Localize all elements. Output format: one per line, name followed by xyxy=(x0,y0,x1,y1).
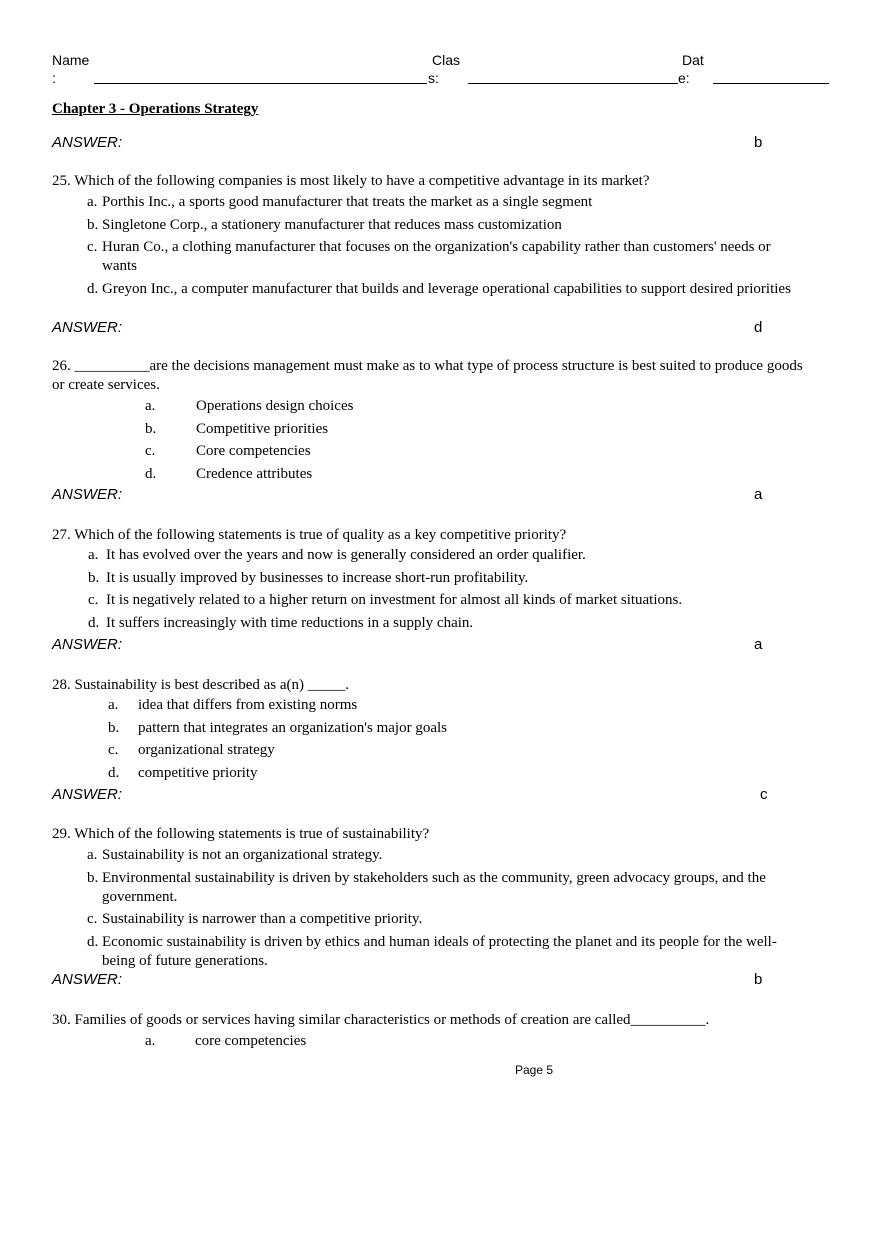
option-a: a. Porthis Inc., a sports good manufacturer that treats the market as a single segment xyxy=(87,194,593,210)
question-text: Which of the following companies is most likely to have a competitive advantage in its market? xyxy=(74,173,650,189)
option-b: b. Competitive priorities xyxy=(145,420,329,437)
question-29: 29. Which of the following statements is true of sustainability? xyxy=(52,826,430,842)
question-30: 30. Families of goods or services having similar characteristics or methods of creation are called__________. xyxy=(52,1012,710,1028)
option-c: c. It is negatively related to a higher return on investment for almost all kinds of market situations. xyxy=(88,592,683,608)
answer-label: ANSWER: xyxy=(52,486,123,503)
question-27: 27. Which of the following statements is true of quality as a key competitive priority? xyxy=(52,527,567,543)
option-a: a. Operations design choices xyxy=(145,398,354,414)
question-26: 26. __________are the decisions management must make as to what type of process structure is best suited to produce goods or create services. xyxy=(52,358,803,393)
option-d: d. Economic sustainability is driven by ethics and human ideals of protecting the planet and its people for the well-being of future generations. xyxy=(87,933,777,969)
options-28 xyxy=(108,696,708,786)
answer-row xyxy=(52,786,832,804)
question-text: Sustainability is best described as a(n) _____. xyxy=(74,677,350,693)
answer-row xyxy=(52,971,832,989)
option-a: a. Sustainability is not an organizational strategy. xyxy=(87,847,383,863)
answer-value: a xyxy=(754,636,763,653)
option-a: a. It has evolved over the years and now is generally considered an order qualifier. xyxy=(88,547,586,563)
answer-value: d xyxy=(754,319,763,336)
question-text: Families of goods or services having similar characteristics or methods of creation are called__________. xyxy=(74,1012,710,1028)
page-number: Page 5 xyxy=(514,1063,554,1077)
options-29 xyxy=(87,846,787,974)
question-text: __________are the decisions management must make as to what type of process structure is best suited to produce goods or create services. xyxy=(52,358,803,393)
answer-label: ANSWER: xyxy=(52,786,123,803)
option-b: b. It is usually improved by businesses to increase short-run profitability. xyxy=(88,569,529,586)
option-d: d. competitive priority xyxy=(108,764,258,781)
question-25: 25. Which of the following companies is most likely to have a competitive advantage in its market? xyxy=(52,173,650,189)
options-30 xyxy=(145,1032,645,1055)
options-25 xyxy=(87,193,807,302)
option-d: d. Greyon Inc., a computer manufacturer that builds and leverage operational capabilities to support desired priorities xyxy=(87,280,791,297)
option-d: d. It suffers increasingly with time reductions in a supply chain. xyxy=(88,614,474,631)
option-c: c. Core competencies xyxy=(145,443,311,459)
answer-label: ANSWER: xyxy=(52,319,123,336)
question-28: 28. Sustainability is best described as a(n) _____. xyxy=(52,677,350,693)
option-c: c. organizational strategy xyxy=(108,742,275,758)
option-a: a. core competencies xyxy=(145,1033,307,1049)
answer-row xyxy=(52,636,832,654)
option-b: b. pattern that integrates an organization's major goals xyxy=(108,719,447,736)
date-label: Dat e: xyxy=(678,52,704,86)
answer-row xyxy=(52,486,832,504)
question-text: Which of the following statements is true of sustainability? xyxy=(74,826,430,842)
option-c: c. Sustainability is narrower than a competitive priority. xyxy=(87,911,423,927)
options-27 xyxy=(88,546,808,636)
name-field-line[interactable] xyxy=(94,83,427,84)
option-a: a. idea that differs from existing norms xyxy=(108,697,358,713)
answer-row xyxy=(52,134,832,152)
options-26 xyxy=(145,397,645,487)
answer-row xyxy=(52,319,832,337)
option-c: c. Huran Co., a clothing manufacturer that focuses on the organization's capability rather than customers' needs or wants xyxy=(87,239,771,274)
answer-label: ANSWER: xyxy=(52,636,123,653)
date-field-line[interactable] xyxy=(713,83,829,84)
answer-value: b xyxy=(754,971,763,988)
name-label: Name : xyxy=(52,52,90,86)
answer-label: ANSWER: xyxy=(52,134,123,151)
question-text: Which of the following statements is true of quality as a key competitive priority? xyxy=(74,527,567,543)
option-d: d. Credence attributes xyxy=(145,465,313,482)
answer-value: b xyxy=(754,134,763,151)
option-b: b. Environmental sustainability is driven by stakeholders such as the community, green advocacy groups, and the government. xyxy=(87,869,766,905)
class-field-line[interactable] xyxy=(468,83,678,84)
answer-value: c xyxy=(760,786,768,803)
chapter-title: Chapter 3 - Operations Strategy xyxy=(52,101,259,117)
answer-label: ANSWER: xyxy=(52,971,123,988)
answer-value: a xyxy=(754,486,763,503)
option-b: b. Singletone Corp., a stationery manufacturer that reduces mass customization xyxy=(87,216,562,233)
class-label: Clas s: xyxy=(428,52,461,86)
